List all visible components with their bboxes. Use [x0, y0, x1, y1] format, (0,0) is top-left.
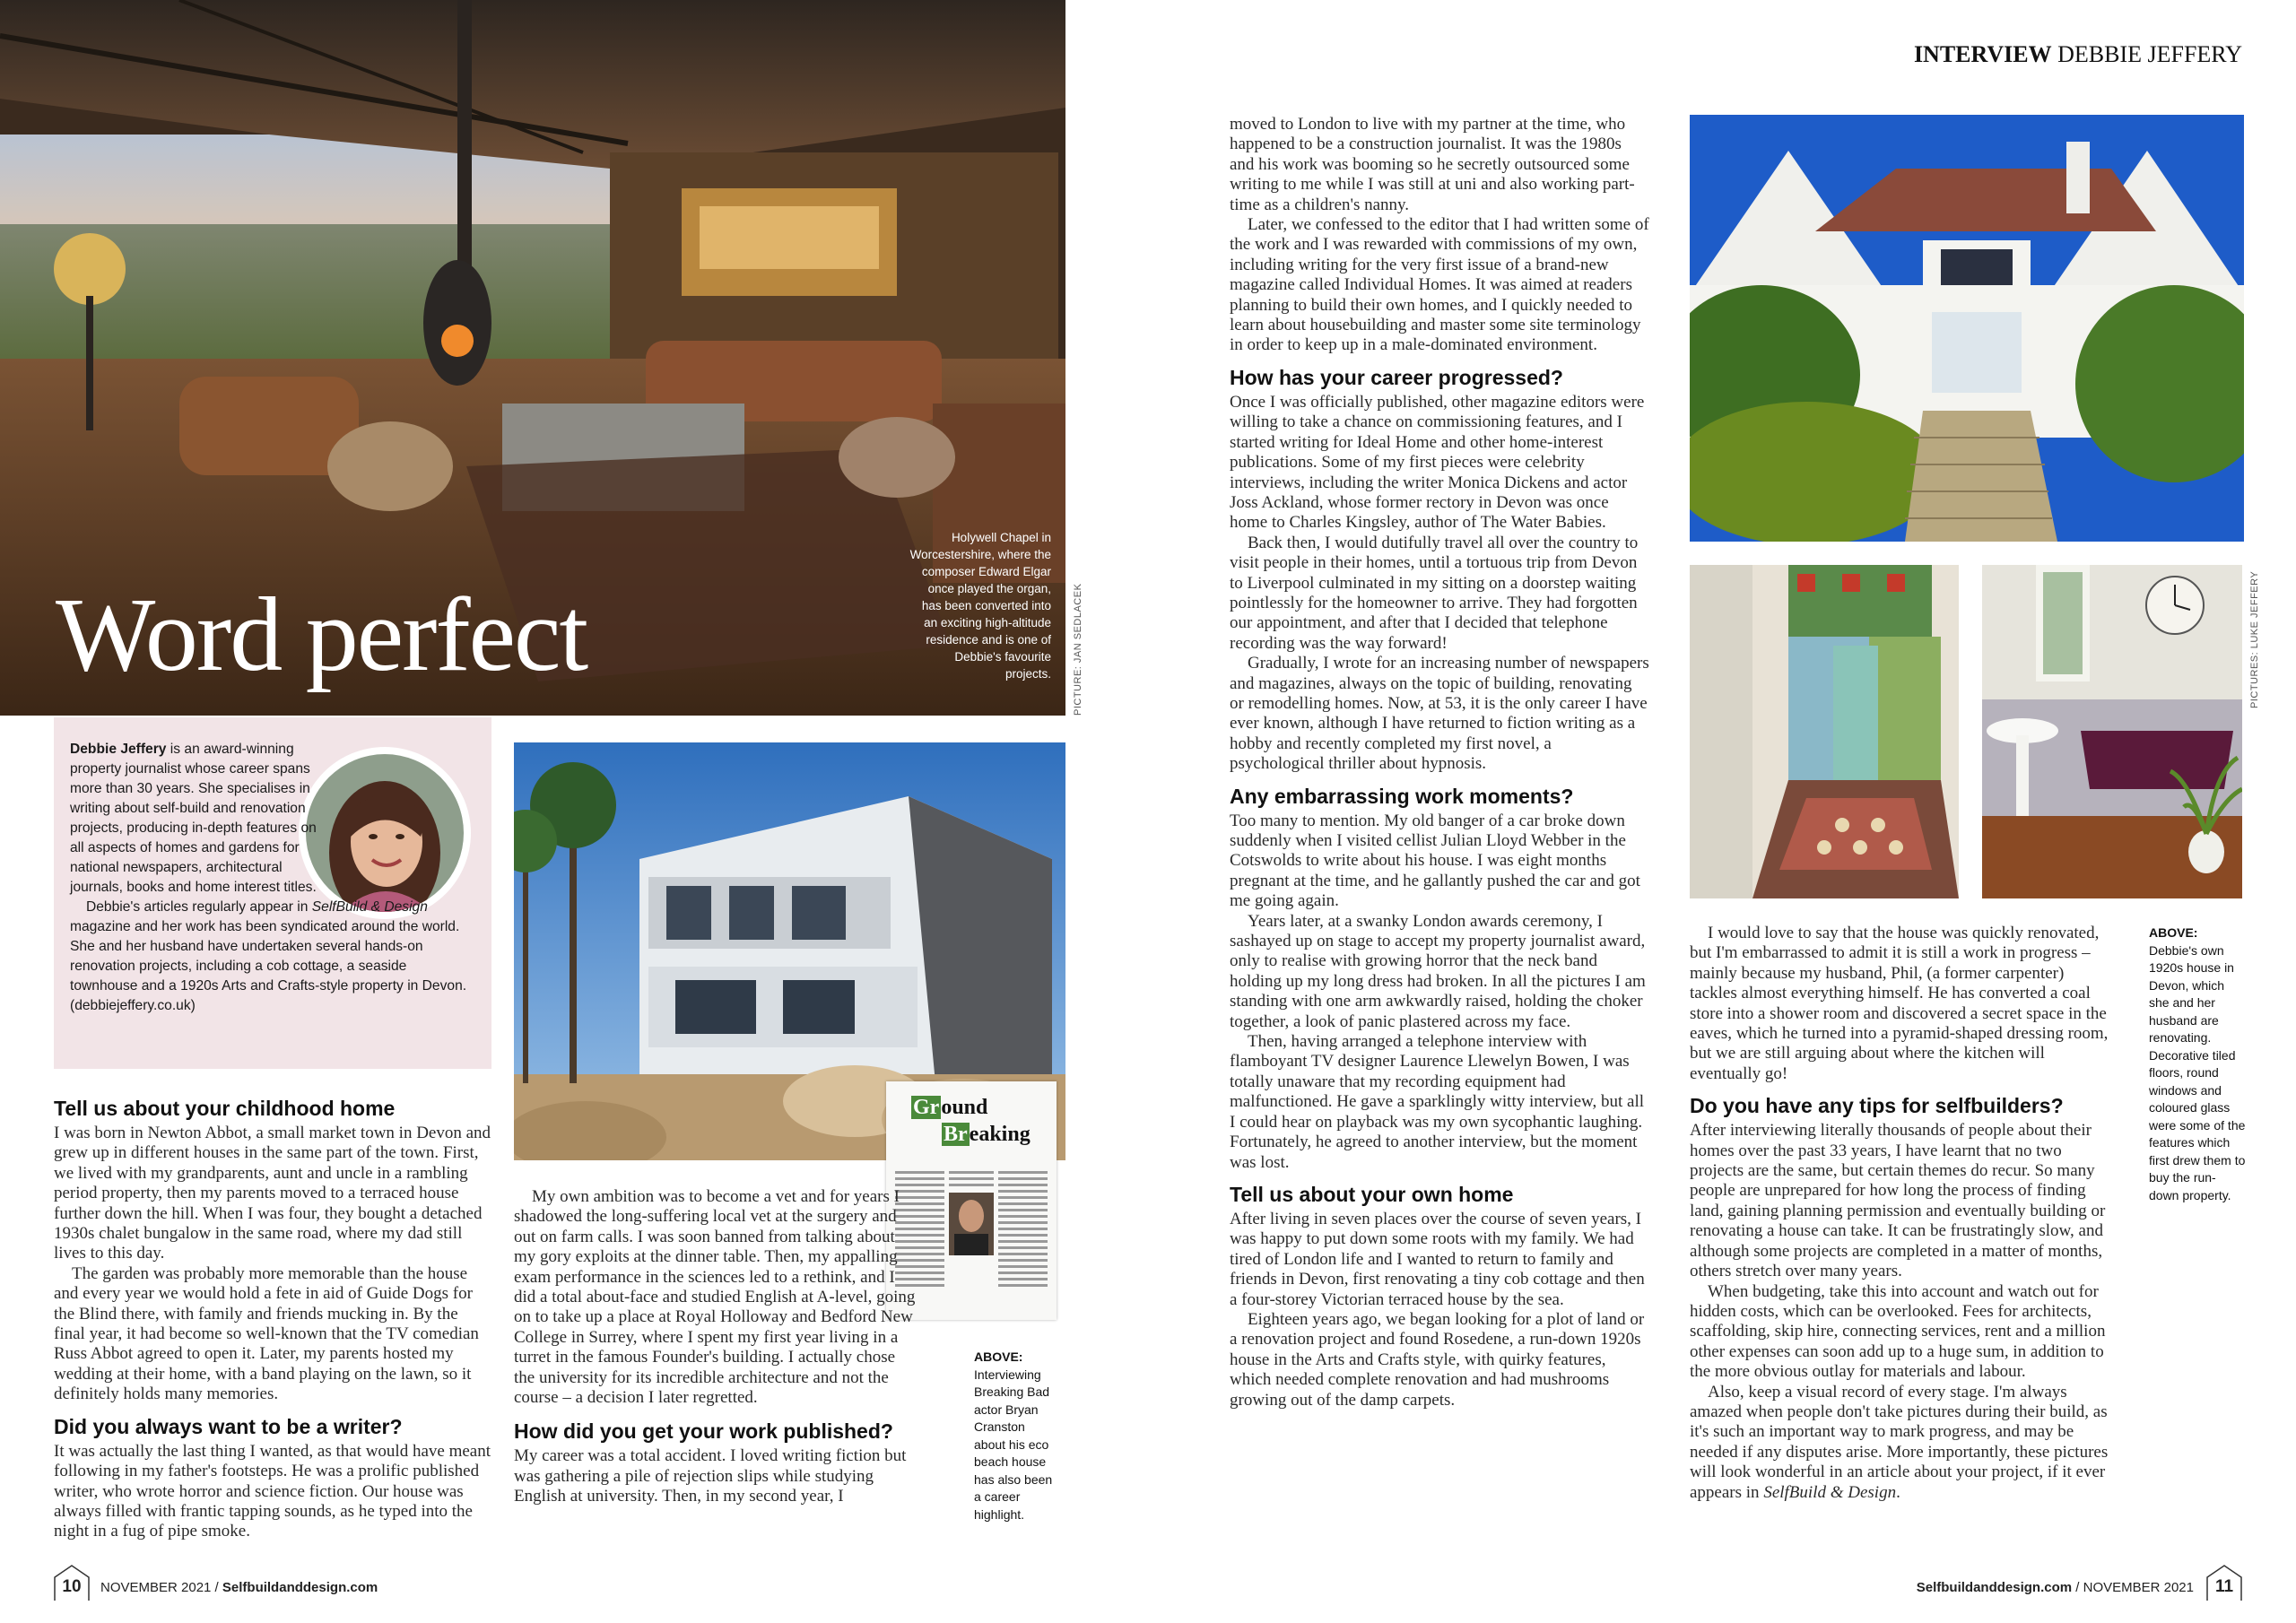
house-caption: [2149, 924, 2246, 1204]
hero-title: Word perfect: [56, 576, 587, 693]
clipping-caption: [974, 1349, 1059, 1523]
heading-published: How did you get your work published?: [514, 1419, 893, 1444]
bio-p1: is an award-winning property journalist whose career spans more than 30 years. She specialises in writing about self-build and renovation projects, producing in-depth features on all aspects of homes and gardens for national newspapers, architectural journals, books and home interest titles.: [70, 742, 317, 895]
bio-para-2: [70, 898, 478, 1016]
col3-p4: Back then, I would dutifully travel all over the country to visit people in their homes, until a tortuous trip from Devon to Liverpool culminated in my sitting on a doorstep waiting pointlessly for the homeowner to arrive. They had forgotten our appointment, and after that I decided that telephone recording was the way forward!: [1230, 533, 1639, 653]
house-exterior-photo: [1690, 115, 2244, 542]
col1-p1: I was born in Newton Abbot, a small market town in Devon and grew up in different houses in the same part of the town. First, we lived with my grandparents, aunt and uncle in a rambling period property, then my parents moved to a terraced house further down the hill. When I was four, they bought a detached 1930s chalet bungalow in the same road, where my dad still lives to this day.: [54, 1124, 491, 1263]
col3-p8: Then, having arranged a telephone interview with flamboyant TV designer Laurence Llewelyn Bowen, I was totally unaware that my recording equipment had malfunctioned. He gave a sparklingly witty interview, but all I could hear on playback was my own sycophantic laughing. Fortunately, he agreed to another interview, but the moment was lost.: [1230, 1032, 1645, 1172]
logo-br: Br: [944, 1123, 968, 1146]
col3-p6: Too many to mention. My old banger of a car broke down suddenly when I visited cellist Julian Lloyd Webber in the Cotswolds to write about his house. I was eight months pregnant at the time, and he gallantly pushed the car and got me going again.: [1230, 811, 1640, 911]
header-section: INTERVIEW: [1913, 41, 2052, 67]
footer-right-site: Selfbuildanddesign.com: [1916, 1580, 2073, 1595]
house-credit: PICTURES: LUKE JEFFERY: [2249, 570, 2260, 708]
logo-gr: Gr: [913, 1096, 940, 1119]
bio-name: Debbie Jeffery: [70, 742, 167, 757]
col1-p2: The garden was probably more memorable than the house and every year we would hold a fete in aid of Guide Dogs for the Blind there, with family and friends mucking in. By the final year, it had become so well-known that the TV comedian Russ Abbot agreed to open it. Later, my parents hosted my wedding at their home, with a band playing on the lawn, so it definitely holds many memories.: [54, 1263, 479, 1404]
col3-p7: Years later, at a swanky London awards ceremony, I sashayed up on stage to accept my property journalist award, only to realise with growing horror that the neck band holding up my long dress had broken. In all the pictures I am standing with one arm awkwardly raised, holding the choker together, a look of panic plastered across my face.: [1230, 911, 1646, 1031]
column-1: [54, 1096, 491, 1542]
clipping-logo: [911, 1094, 1031, 1148]
hallway-photo: [1690, 565, 1959, 898]
footer-right-date: / NOVEMBER 2021: [2072, 1580, 2194, 1595]
col3-p1: moved to London to live with my partner at the time, who happened to be a construction journalist. It was the 1980s and his work was booming so he secretly outsourced some writing to me while I was still at uni and also working part-time as a children's nanny.: [1230, 115, 1635, 214]
bio-text: [70, 740, 483, 1016]
clipping-caption-text: Interviewing Breaking Bad actor Bryan Cranston about his eco beach house has also been a career highlight.: [974, 1367, 1053, 1522]
col4-p2: After interviewing literally thousands of people about their homes over the past 33 years, I have learnt that no two projects are the same, but certain themes do recur. So many people are unprepared for how long the process of finding land, gaining planning permission and eventually building or renovating a house can take. It can be frustratingly slow, and although some projects are completed in a matter of months, others stretch over many years.: [1690, 1121, 2106, 1281]
tiled-hallway-image: [1690, 565, 1959, 898]
logo-eaking: eaking: [969, 1123, 1031, 1146]
footer-left-date: NOVEMBER 2021 /: [100, 1580, 222, 1595]
col3-p10: Eighteen years ago, we began looking for a plot of land or a renovation project and found Rosedene, a run-down 1920s house in the Arts and Crafts style, with quirky features, which needed complete renovation and had mushrooms growing out of the damp carpets.: [1230, 1309, 1645, 1410]
col3-p5: Gradually, I wrote for an increasing number of newspapers and magazines, always on the topic of building, renovating or remodelling homes. Now, at 53, it is the only career I have ever known, although I have returned to fiction writing as a hobby and recently completed my first novel, a psychological thriller about hypnosis.: [1230, 654, 1649, 774]
col4-p1: I would love to say that the house was quickly renovated, but I'm embarrassed to admit it is still a work in progress – mainly because my husband, Phil, (a former carpenter) tackles almost everything himself. He has converted a coal store into a shower room and discovered a secret space in the eaves, which he turned into a pyramid-shaped dressing room, but we are still arguing about where the kitchen will eventually go!: [1690, 924, 2109, 1083]
column-4: [1690, 924, 2111, 1503]
footer-left-site: Selfbuildanddesign.com: [222, 1580, 378, 1595]
rosedene-exterior-image: [1690, 115, 2244, 542]
page-number-right: [2206, 1565, 2242, 1601]
col2-p2: My career was a total accident. I loved writing fiction but was gathering a pile of rejection slips while studying English at university. Then, in my second year, I: [514, 1446, 907, 1506]
heading-childhood: Tell us about your childhood home: [54, 1097, 396, 1120]
page-number-left-text: 10: [62, 1577, 82, 1596]
heading-career: How has your career progressed?: [1230, 365, 1563, 389]
column-3: [1230, 115, 1649, 1410]
bio-para-1: [70, 740, 321, 898]
col3-p2: Later, we confessed to the editor that I had written some of the work and I was rewarded with commissions of my own, including writing for the very first issue of a brand-new magazine called Individual Homes. It was aimed at readers planning to build their own homes, and I quickly needed to learn about housebuilding and master some site terminology in order to keep up in a male-dominated environment.: [1230, 215, 1649, 355]
column-2: [514, 1187, 918, 1507]
bio-magazine: SelfBuild & Design: [311, 899, 428, 915]
footer-left: [100, 1580, 378, 1595]
hero-caption: Holywell Chapel in Worcestershire, where the composer Edward Elgar once played the organ, has been converted into an exciting high-altitude residence and is one of Debbie's favourite projects.: [909, 531, 1051, 681]
header-name: DEBBIE JEFFERY: [2057, 41, 2242, 67]
col4-p4b: .: [1896, 1482, 1900, 1502]
col3-p9: After living in seven places over the course of seven years, I was happy to put down some roots with my family. We had tired of London life and I wanted to return to family and friends in Devon, first renovating a tiny cob cottage and then a four-storey Victorian terraced house by the sea.: [1230, 1209, 1645, 1309]
hero-credit: PICTURE: JAN SEDLACEK: [1073, 583, 1083, 716]
bathroom-image: [1982, 565, 2242, 898]
bio-p2b: magazine and her work has been syndicated around the world. She and her husband have undertaken several hands-on renovation projects, including a cob cottage, a seaside townhouse and a 1920s Arts and Crafts-style property in Devon. (debbiejeffery.co.uk): [70, 919, 467, 1013]
col4-p4a: Also, keep a visual record of every stage. I'm always amazed when people don't take pictures during their build, as it's such an important way to mark progress, and may be needed if any disputes arise. More importantly, these pictures will look wonderful in an article about your project, if it ever appears in: [1690, 1382, 2109, 1502]
bio-p2a: Debbie's articles regularly appear in: [86, 899, 312, 915]
col2-p1: My own ambition was to become a vet and for years I shadowed the long-suffering local vet at the surgery and out on farm calls. I was soon banned from talking about my gory exploits at the dinner table. Then, my appalling exam performance in the sciences led to a rethink, and I did a total about-face and studied English at A-level, going on to take up a place at Royal Holloway and Bedford New College in Surrey, where I spent my first year living in a turret in the famous Founder's building. I actually chose the university for its incredible architecture and not the course – a decision I later regretted.: [514, 1187, 916, 1408]
heading-own-home: Tell us about your own home: [1230, 1182, 1514, 1206]
house-caption-text: Debbie's own 1920s house in Devon, which she and her husband are renovating. Decorative tiled floors, round windows and coloured glass were some of the features which first drew them to buy the run-down property.: [2149, 942, 2246, 1202]
col4-p4: [1690, 1383, 2111, 1503]
clipping-article: [895, 1171, 1048, 1306]
page-number-right-text: 11: [2214, 1577, 2234, 1596]
col1-p3: It was actually the last thing I wanted, as that would have meant following in my father's footsteps. He was a prolific published writer, who wrote horror and science fiction. Our house was always filled with frantic tapping sounds, as he typed into the night in a fug of pipe smoke.: [54, 1441, 491, 1541]
footer-right: [1917, 1580, 2194, 1595]
page-number-left: [54, 1565, 90, 1601]
col4-p3: When budgeting, take this into account and watch out for hidden costs, which can be overlooked. Fees for architects, scaffolding, skip hire, connecting services, rent and a million other expenses can soon add up to a huge sum, in addition to the more obvious outlay for materials and labour.: [1690, 1281, 2106, 1382]
col4-magazine: SelfBuild & Design: [1763, 1482, 1897, 1502]
running-header: [1914, 41, 2242, 68]
col3-p3: Once I was officially published, other magazine editors were willing to take a chance on commissioning features, and I started writing for Ideal Home and other home-interest publications. Some of my first pieces were celebrity interviews, including the writer Monica Dickens and actor Joss Ackland, whose former rectory in Devon was once home to Charles Kingsley, author of The Water Babies.: [1230, 392, 1645, 533]
house-caption-label: ABOVE:: [2149, 925, 2198, 940]
logo-ound: ound: [941, 1096, 988, 1119]
bathroom-photo: [1982, 565, 2242, 898]
heading-writer: Did you always want to be a writer?: [54, 1414, 403, 1438]
clipping-caption-label: ABOVE:: [974, 1350, 1023, 1364]
heading-embarrassing: Any embarrassing work moments?: [1230, 784, 1574, 808]
heading-tips: Do you have any tips for selfbuilders?: [1690, 1094, 2064, 1118]
